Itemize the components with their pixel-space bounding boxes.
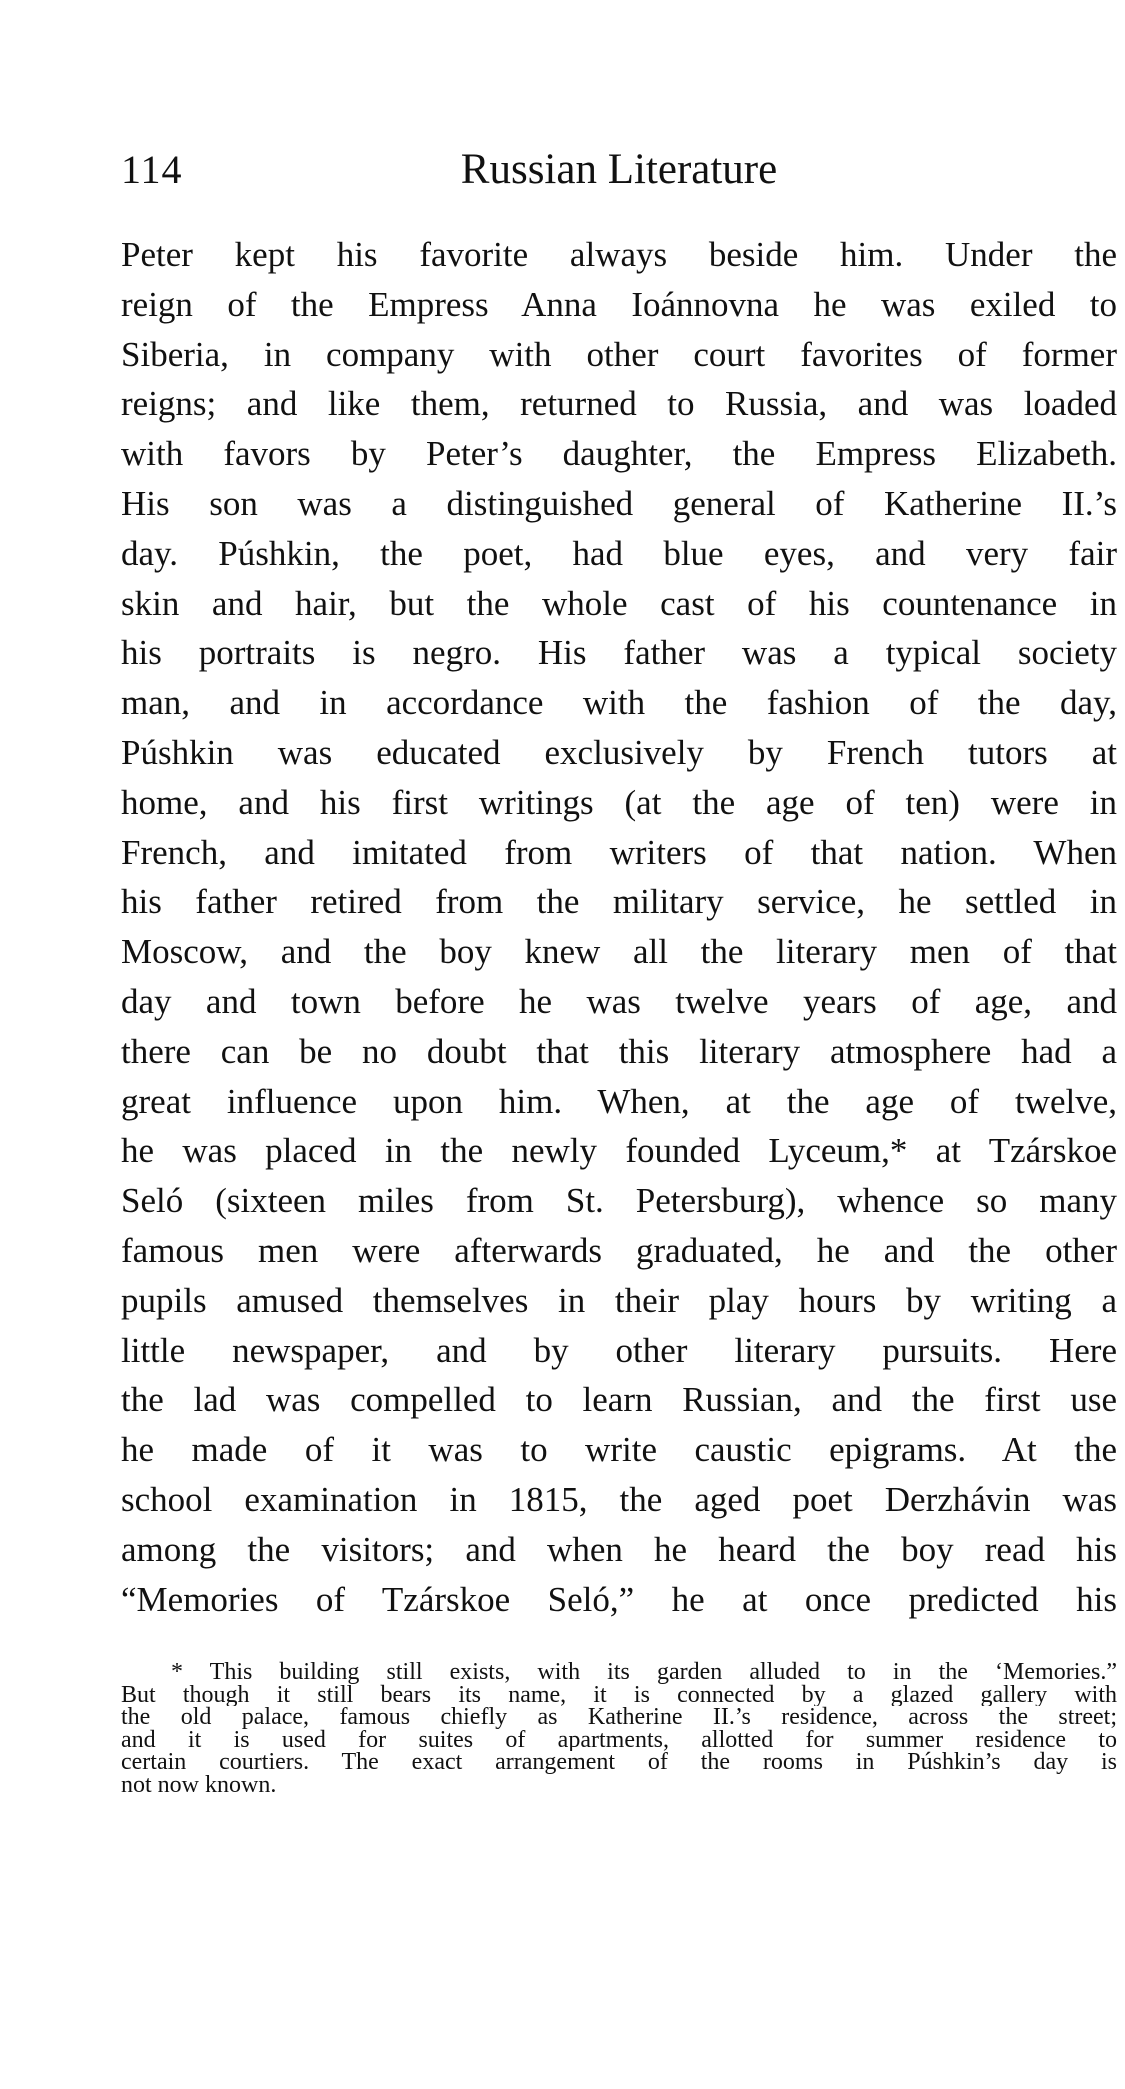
text-line: French, and imitated from writers of that nation. When [121, 832, 1117, 872]
text-line: he was placed in the newly founded Lyceum,* at Tzárskoe [121, 1131, 1117, 1171]
text-line: with favors by Peter’s daughter, the Empress Elizabeth. [121, 434, 1117, 474]
text-line: Siberia, in company with other court favorites of former [121, 334, 1117, 374]
running-head: Russian Literature [460, 146, 778, 193]
footnote-line: not now known. [121, 1773, 277, 1796]
footnote [121, 1661, 1117, 1796]
footnote-line: the old palace, famous chiefly as Katherine II.’s residence, across the street; [121, 1706, 1117, 1729]
text-line: Peter kept his favorite always beside him. Under the [121, 235, 1117, 274]
text-line: his father retired from the military service, he settled in [121, 882, 1117, 922]
text-line: famous men were afterwards graduated, he and the other [121, 1230, 1117, 1270]
text-line: skin and hair, but the whole cast of his countenance in [121, 583, 1117, 623]
text-line: among the visitors; and when he heard the boy read his [121, 1529, 1117, 1569]
page-header [121, 140, 1117, 200]
text-line: school examination in 1815, the aged poet Derzhávin was [121, 1479, 1117, 1519]
text-line: Púshkin was educated exclusively by French tutors at [121, 732, 1117, 772]
text-line: Moscow, and the boy knew all the literary men of that [121, 932, 1117, 972]
text-line: His son was a distinguished general of Katherine II.’s [121, 483, 1117, 523]
text-line: reigns; and like them, returned to Russia, and was loaded [121, 384, 1117, 424]
text-line: Seló (sixteen miles from St. Petersburg), whence so many [121, 1181, 1117, 1221]
text-line: his portraits is negro. His father was a typical society [121, 633, 1117, 673]
text-line: he made of it was to write caustic epigrams. At the [121, 1430, 1117, 1470]
text-line: pupils amused themselves in their play hours by writing a [121, 1280, 1117, 1320]
text-line: great influence upon him. When, at the age of twelve, [121, 1081, 1117, 1121]
text-line: little newspaper, and by other literary pursuits. Here [121, 1330, 1117, 1370]
body-text [121, 230, 1117, 1624]
text-line: day and town before he was twelve years of age, and [121, 981, 1117, 1021]
footnote-line: * This building still exists, with its garden alluded to in the ‘Memories.” [171, 1661, 1117, 1684]
footnote-line: But though it still bears its name, it is connected by a glazed gallery with [121, 1683, 1117, 1706]
text-line: there can be no doubt that this literary atmosphere had a [121, 1031, 1117, 1071]
footnote-line: certain courtiers. The exact arrangement of the rooms in Púshkin’s day is [121, 1751, 1117, 1774]
page-number: 114 [121, 147, 183, 192]
text-line: day. Púshkin, the poet, had blue eyes, and very fair [121, 533, 1117, 573]
text-line: “Memories of Tzárskoe Seló,” he at once predicted his [121, 1579, 1117, 1619]
text-line: reign of the Empress Anna Ioánnovna he was exiled to [121, 284, 1117, 324]
text-line: man, and in accordance with the fashion of the day, [121, 683, 1117, 723]
footnote-line: and it is used for suites of apartments, allotted for summer residence to [121, 1728, 1117, 1751]
text-line: home, and his first writings (at the age of ten) were in [121, 782, 1117, 822]
text-line: the lad was compelled to learn Russian, and the first use [121, 1380, 1117, 1420]
